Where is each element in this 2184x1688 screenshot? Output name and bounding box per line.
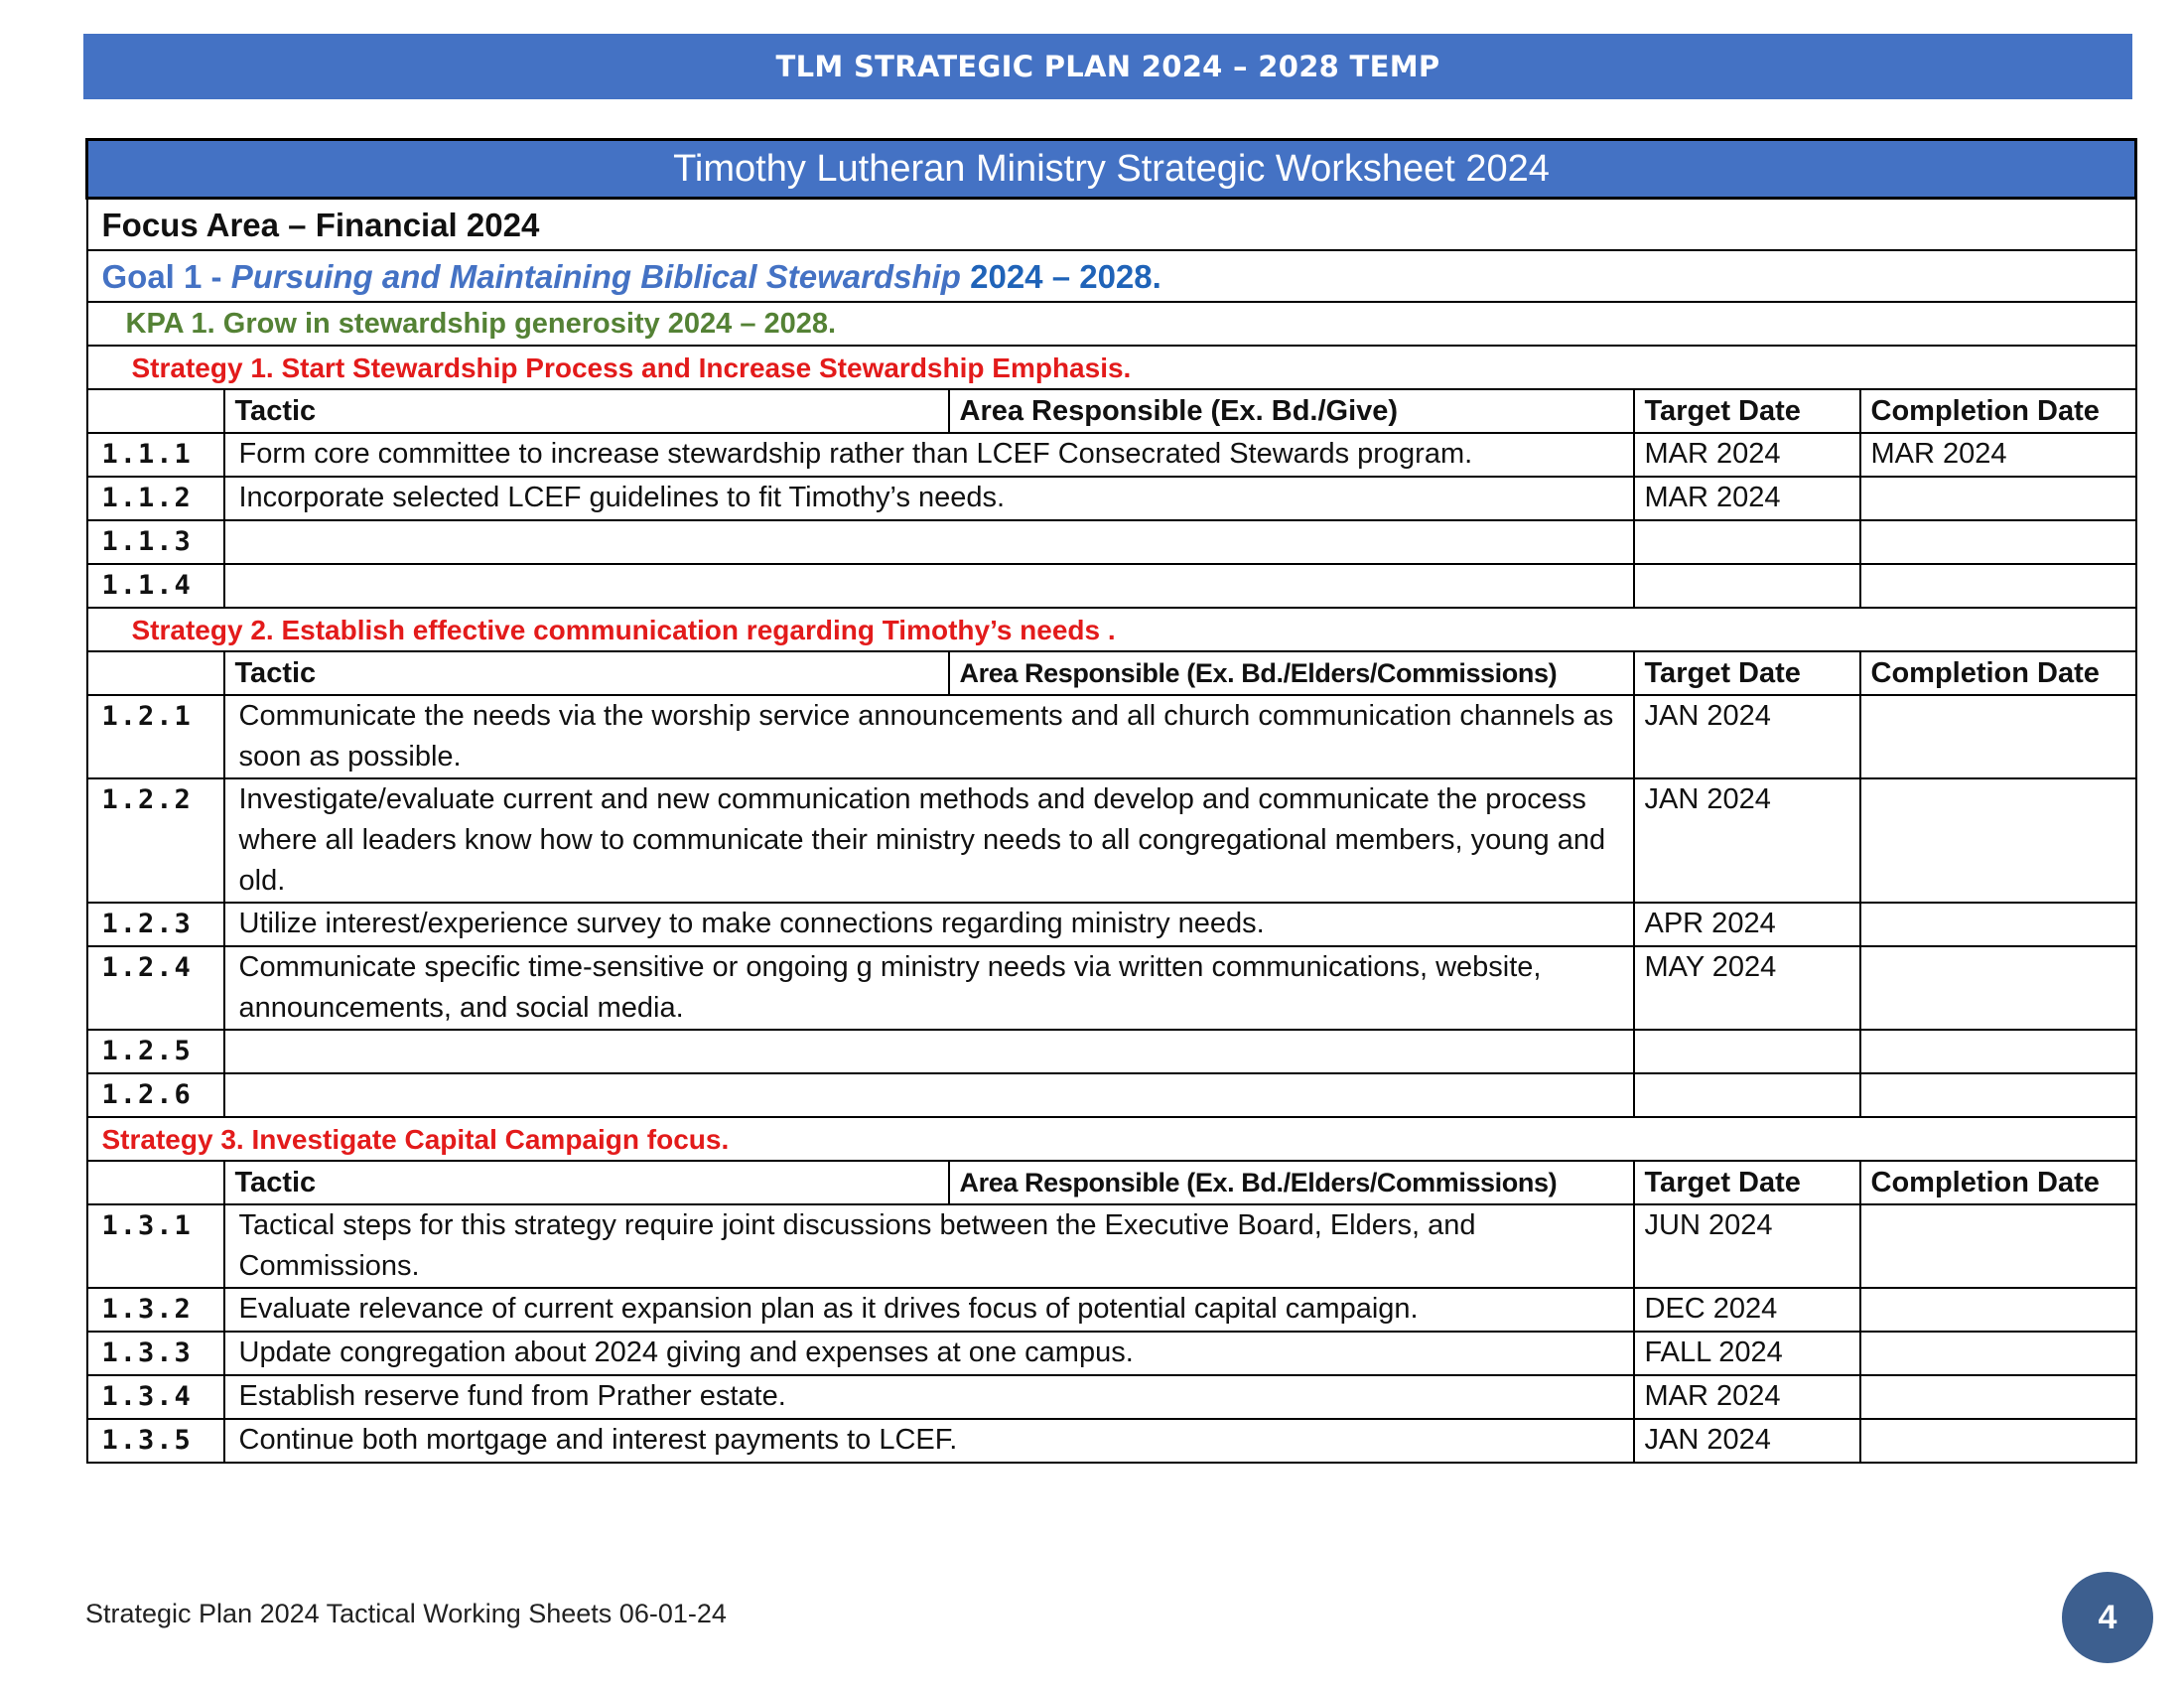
header-area-responsible: Area Responsible (Ex. Bd./Elders/Commissions) <box>949 651 1634 695</box>
target-date: JAN 2024 <box>1634 1419 1860 1463</box>
completion-date <box>1860 1419 2136 1463</box>
tactic-row <box>87 433 2136 477</box>
tactic-number: 1.1.3 <box>87 520 224 564</box>
page-number-badge: 4 <box>2062 1572 2153 1663</box>
completion-date <box>1860 477 2136 520</box>
tactic-number: 1.1.4 <box>87 564 224 608</box>
header-tactic: Tactic <box>224 651 949 695</box>
header-tactic: Tactic <box>224 1161 949 1204</box>
document-banner: TLM STRATEGIC PLAN 2024 – 2028 TEMP <box>83 34 2132 99</box>
header-area-responsible: Area Responsible (Ex. Bd./Give) <box>949 389 1634 433</box>
goal-heading <box>87 250 2136 302</box>
header-blank-cell <box>87 651 224 695</box>
completion-date: MAR 2024 <box>1860 433 2136 477</box>
tactic-description <box>224 564 1634 608</box>
tactic-description: Incorporate selected LCEF guidelines to fit Timothy’s needs. <box>224 477 1634 520</box>
completion-date <box>1860 1073 2136 1117</box>
header-completion-date: Completion Date <box>1860 651 2136 695</box>
tactic-number: 1.3.3 <box>87 1332 224 1375</box>
focus-area: Focus Area – Financial 2024 <box>87 199 2136 251</box>
tactic-row <box>87 778 2136 903</box>
tactic-row <box>87 520 2136 564</box>
completion-date <box>1860 1332 2136 1375</box>
tactic-description: Evaluate relevance of current expansion plan as it drives focus of potential capital campaign. <box>224 1288 1634 1332</box>
completion-date <box>1860 1030 2136 1073</box>
completion-date <box>1860 520 2136 564</box>
tactic-description: Update congregation about 2024 giving and expenses at one campus. <box>224 1332 1634 1375</box>
tactic-description <box>224 1030 1634 1073</box>
tactic-number: 1.3.4 <box>87 1375 224 1419</box>
goal-name: Pursuing and Maintaining Biblical Stewardship <box>230 257 961 295</box>
tactic-row <box>87 1332 2136 1375</box>
target-date: MAR 2024 <box>1634 1375 1860 1419</box>
completion-date <box>1860 903 2136 946</box>
tactic-number: 1.2.3 <box>87 903 224 946</box>
worksheet-title: Timothy Lutheran Ministry Strategic Worksheet 2024 <box>87 140 2136 199</box>
target-date: JUN 2024 <box>1634 1204 1860 1288</box>
tactic-row <box>87 1288 2136 1332</box>
strategy-heading: Strategy 3. Investigate Capital Campaign focus. <box>87 1117 2136 1161</box>
header-target-date: Target Date <box>1634 651 1860 695</box>
target-date: MAY 2024 <box>1634 946 1860 1030</box>
header-completion-date: Completion Date <box>1860 1161 2136 1204</box>
header-blank-cell <box>87 389 224 433</box>
header-area-responsible: Area Responsible (Ex. Bd./Elders/Commissions) <box>949 1161 1634 1204</box>
header-tactic: Tactic <box>224 389 949 433</box>
tactic-description: Communicate specific time-sensitive or ongoing g ministry needs via written communications, website, announcements, and social media. <box>224 946 1634 1030</box>
target-date: MAR 2024 <box>1634 477 1860 520</box>
tactic-row <box>87 1204 2136 1288</box>
tactic-description: Form core committee to increase stewardship rather than LCEF Consecrated Stewards program. <box>224 433 1634 477</box>
completion-date <box>1860 564 2136 608</box>
header-completion-date: Completion Date <box>1860 389 2136 433</box>
completion-date <box>1860 695 2136 778</box>
tactic-description: Establish reserve fund from Prather estate. <box>224 1375 1634 1419</box>
goal-years: 2024 – 2028. <box>960 257 1161 295</box>
target-date: DEC 2024 <box>1634 1288 1860 1332</box>
tactic-number: 1.2.1 <box>87 695 224 778</box>
completion-date <box>1860 1204 2136 1288</box>
target-date <box>1634 1030 1860 1073</box>
tactic-row <box>87 1030 2136 1073</box>
tactic-description <box>224 520 1634 564</box>
tactic-row <box>87 1073 2136 1117</box>
tactic-description: Continue both mortgage and interest payments to LCEF. <box>224 1419 1634 1463</box>
tactic-row <box>87 1375 2136 1419</box>
tactic-row <box>87 564 2136 608</box>
strategic-worksheet-table <box>85 138 2137 1464</box>
tactic-description: Tactical steps for this strategy require joint discussions between the Executive Board, Elders, and Commissions. <box>224 1204 1634 1288</box>
completion-date <box>1860 778 2136 903</box>
tactic-row <box>87 1419 2136 1463</box>
tactic-description: Investigate/evaluate current and new communication methods and develop and communicate the process where all leaders know how to communicate their ministry needs to all congregational members, young and old. <box>224 778 1634 903</box>
header-blank-cell <box>87 1161 224 1204</box>
target-date <box>1634 1073 1860 1117</box>
target-date: MAR 2024 <box>1634 433 1860 477</box>
tactic-number: 1.3.2 <box>87 1288 224 1332</box>
tactic-description: Communicate the needs via the worship service announcements and all church communication channels as soon as possible. <box>224 695 1634 778</box>
completion-date <box>1860 1375 2136 1419</box>
goal-prefix: Goal 1 - <box>101 257 231 295</box>
tactic-number: 1.2.6 <box>87 1073 224 1117</box>
strategy-heading: Strategy 1. Start Stewardship Process and Increase Stewardship Emphasis. <box>87 346 2136 389</box>
target-date: JAN 2024 <box>1634 695 1860 778</box>
tactic-row <box>87 946 2136 1030</box>
strategy-heading: Strategy 2. Establish effective communication regarding Timothy’s needs . <box>87 608 2136 651</box>
header-target-date: Target Date <box>1634 1161 1860 1204</box>
tactic-number: 1.2.4 <box>87 946 224 1030</box>
tactic-row <box>87 695 2136 778</box>
tactic-description <box>224 1073 1634 1117</box>
tactic-number: 1.1.2 <box>87 477 224 520</box>
target-date: FALL 2024 <box>1634 1332 1860 1375</box>
tactic-number: 1.2.2 <box>87 778 224 903</box>
kpa-heading: KPA 1. Grow in stewardship generosity 2024 – 2028. <box>87 302 2136 346</box>
target-date <box>1634 520 1860 564</box>
tactic-description: Utilize interest/experience survey to make connections regarding ministry needs. <box>224 903 1634 946</box>
completion-date <box>1860 1288 2136 1332</box>
tactic-number: 1.3.5 <box>87 1419 224 1463</box>
target-date: APR 2024 <box>1634 903 1860 946</box>
target-date: JAN 2024 <box>1634 778 1860 903</box>
tactic-row <box>87 477 2136 520</box>
header-target-date: Target Date <box>1634 389 1860 433</box>
tactic-number: 1.1.1 <box>87 433 224 477</box>
completion-date <box>1860 946 2136 1030</box>
tactic-row <box>87 903 2136 946</box>
footer-text: Strategic Plan 2024 Tactical Working Sheets 06-01-24 <box>85 1599 727 1628</box>
tactic-number: 1.2.5 <box>87 1030 224 1073</box>
tactic-number: 1.3.1 <box>87 1204 224 1288</box>
target-date <box>1634 564 1860 608</box>
